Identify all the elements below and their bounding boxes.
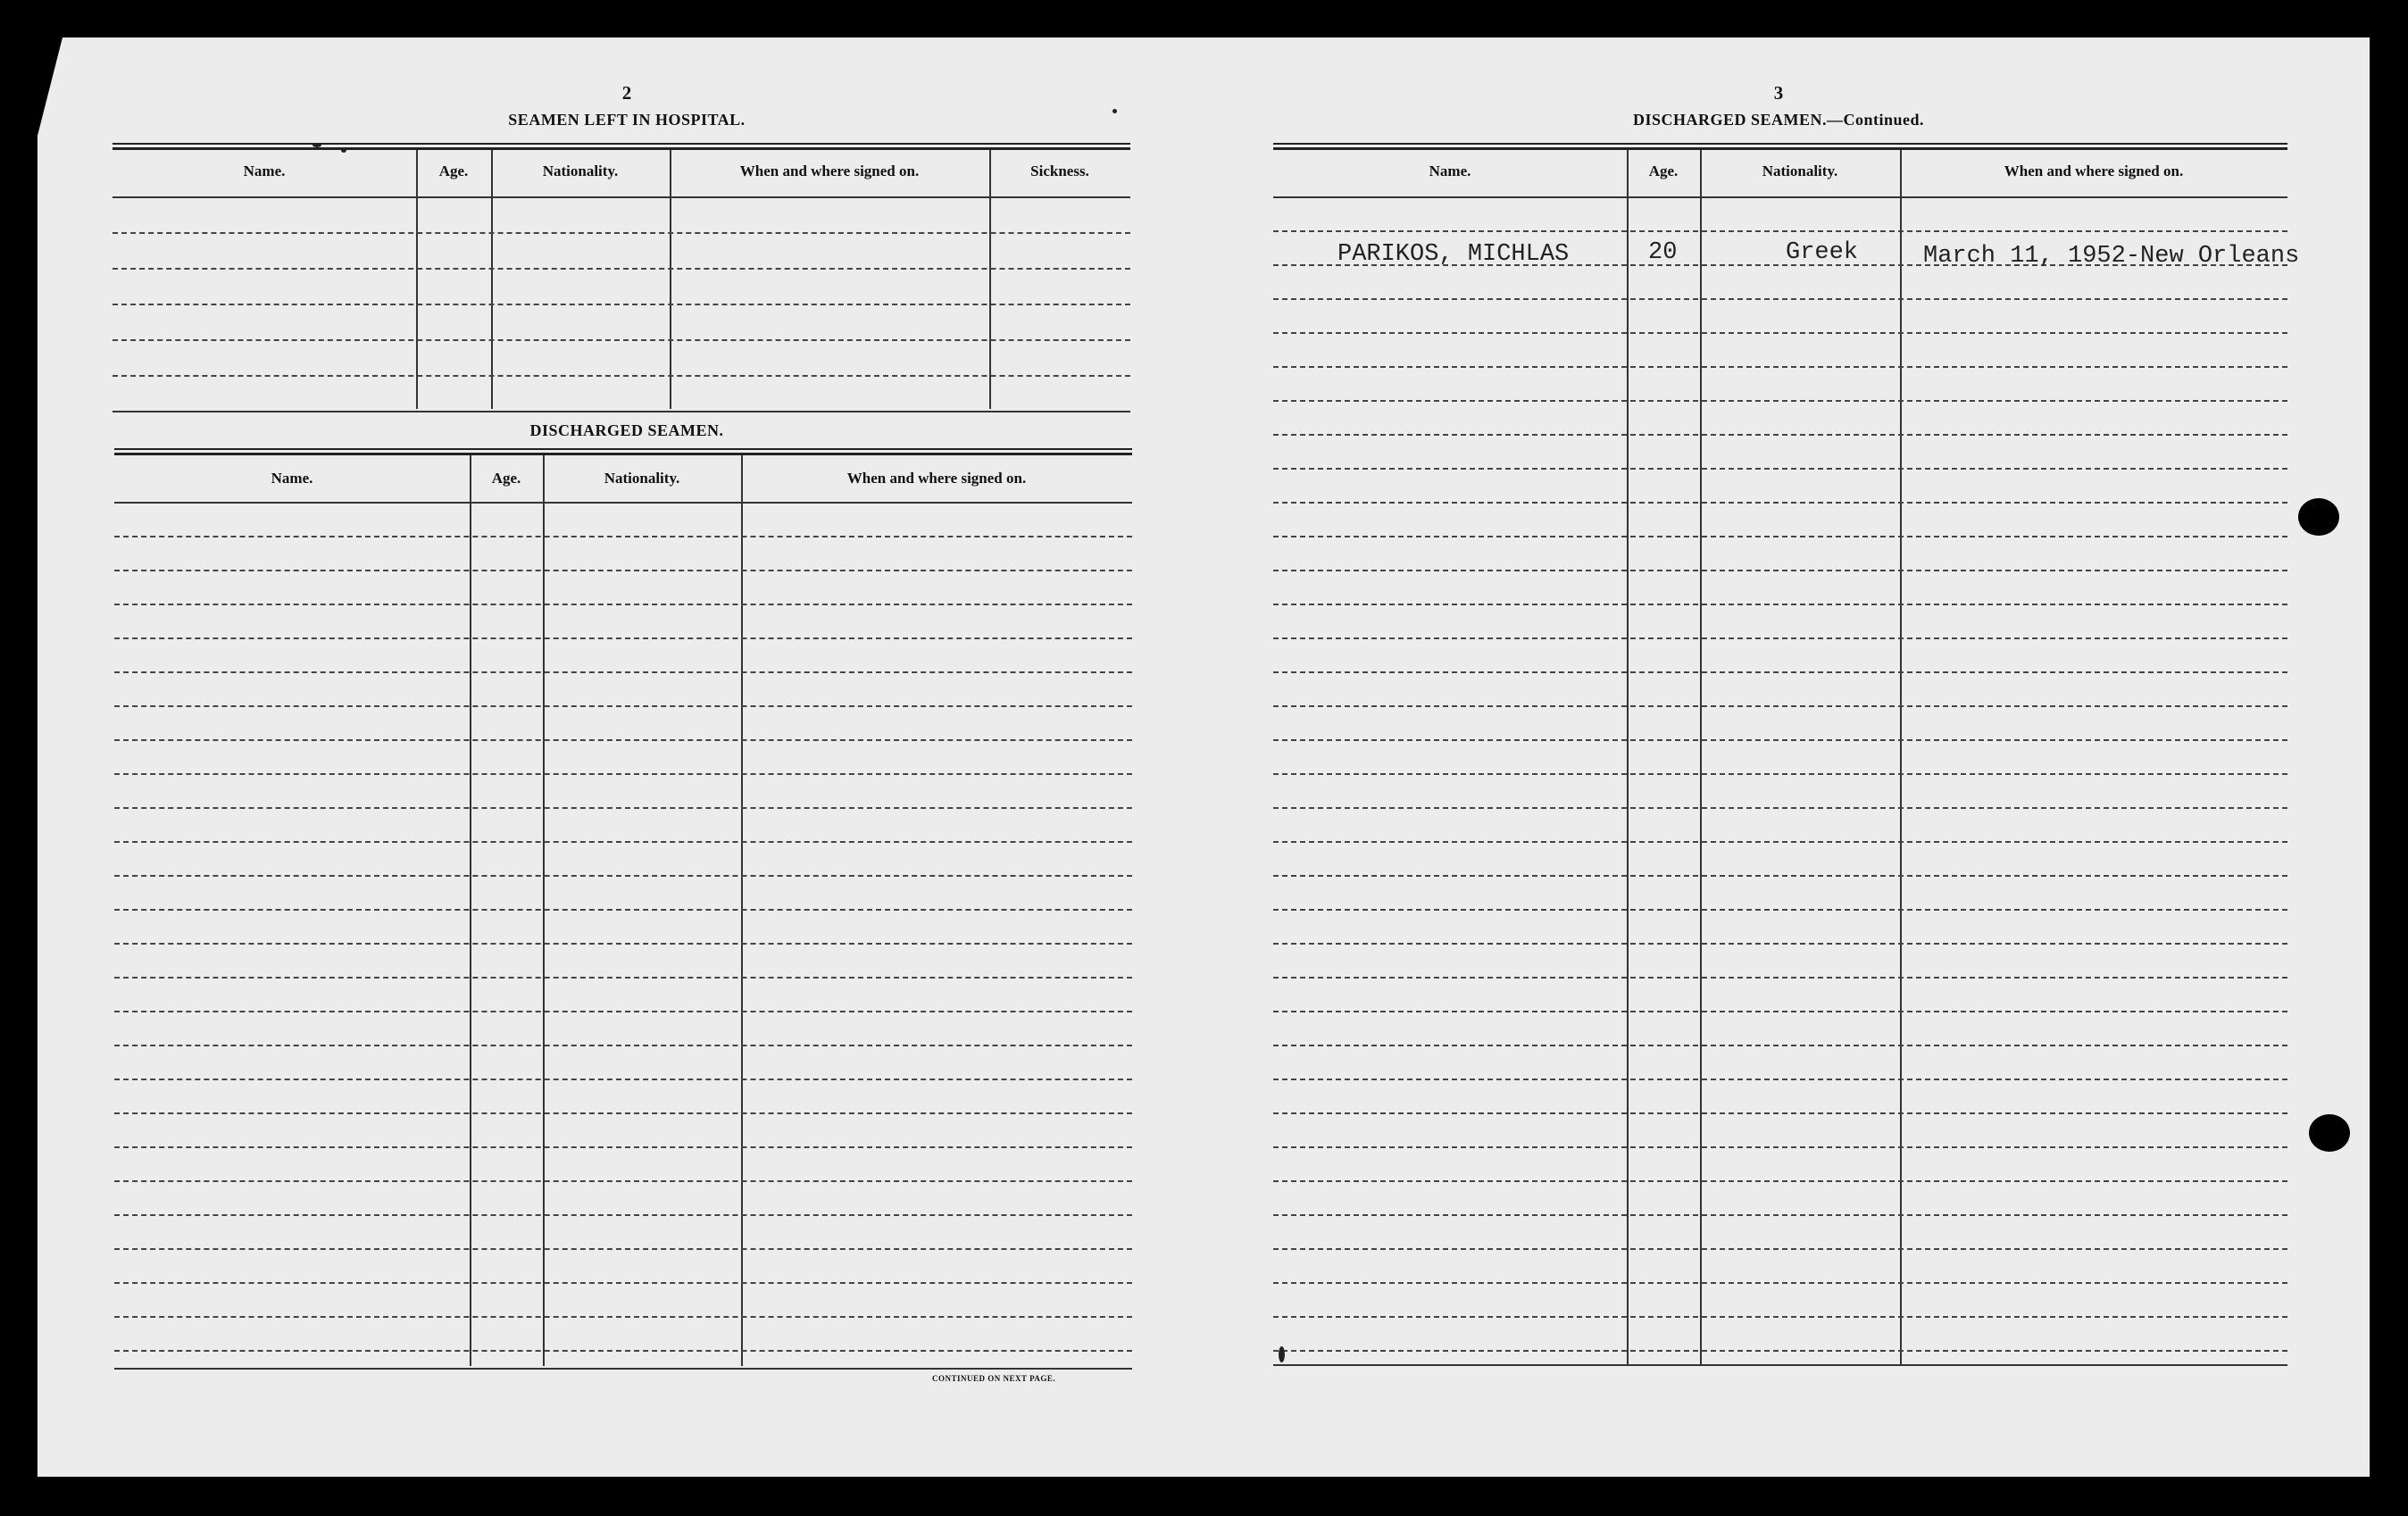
hospital-title: SEAMEN LEFT IN HOSPITAL. <box>508 111 746 129</box>
ruled-line <box>1273 536 2287 537</box>
discharged-header-nationality: Nationality. <box>604 470 680 487</box>
ruled-line <box>114 536 1132 537</box>
ruled-line <box>114 841 1132 843</box>
ruled-line <box>1273 1079 2287 1080</box>
ruled-line <box>1273 1011 2287 1012</box>
ink-speck <box>1279 1346 1285 1362</box>
ruled-line <box>114 1316 1132 1318</box>
ruled-line <box>1273 1282 2287 1284</box>
ruled-line <box>1273 977 2287 979</box>
ruled-line <box>114 909 1132 911</box>
right-header-signed-on: When and where signed on. <box>2004 162 2184 179</box>
right-page-number: 3 <box>1773 82 1784 104</box>
ink-speck <box>312 143 321 147</box>
ruled-line <box>1273 434 2287 436</box>
hospital-header-age: Age. <box>438 162 469 179</box>
left-page-number: 2 <box>621 82 632 104</box>
ruled-line <box>1273 875 2287 877</box>
discharged-header-name: Name. <box>271 470 313 487</box>
ruled-line <box>114 671 1132 673</box>
ruled-line <box>1273 705 2287 707</box>
ruled-line <box>114 1045 1132 1046</box>
ruled-line <box>114 1248 1132 1250</box>
entry-age: 20 <box>1648 239 1678 266</box>
ruled-line <box>114 807 1132 809</box>
ruled-line <box>114 773 1132 775</box>
ruled-line <box>114 604 1132 605</box>
hospital-rows <box>112 196 1130 411</box>
ruled-line <box>1273 943 2287 945</box>
ruled-line <box>114 570 1132 571</box>
ruled-line <box>1273 909 2287 911</box>
ruled-line <box>114 1079 1132 1080</box>
discharged-header-age: Age. <box>491 470 521 487</box>
ruled-line <box>112 268 1130 270</box>
right-header-nationality: Nationality. <box>1762 162 1838 179</box>
hospital-header-name: Name. <box>243 162 286 179</box>
ruled-line <box>114 1282 1132 1284</box>
ruled-line <box>1273 570 2287 571</box>
ruled-line <box>114 1180 1132 1182</box>
ruled-line <box>112 304 1130 305</box>
ruled-line <box>114 637 1132 639</box>
ruled-line <box>1273 400 2287 402</box>
ruled-line <box>112 232 1130 234</box>
discharged-header-signed-on: When and where signed on. <box>846 470 1027 487</box>
ruled-line <box>1273 1316 2287 1318</box>
ruled-line <box>1273 773 2287 775</box>
ruled-line <box>1273 332 2287 334</box>
ruled-line <box>114 1011 1132 1012</box>
hospital-header-signed-on: When and where signed on. <box>739 162 920 179</box>
ruled-line <box>1273 604 2287 605</box>
ruled-line <box>1273 671 2287 673</box>
discharged-title: DISCHARGED SEAMEN. <box>529 421 724 439</box>
ruled-line <box>1273 1214 2287 1216</box>
ruled-line <box>1273 1350 2287 1352</box>
hospital-header-nationality: Nationality. <box>542 162 619 179</box>
ruled-line <box>114 875 1132 877</box>
ruled-line <box>112 339 1130 341</box>
folded-corner <box>37 37 62 136</box>
punch-hole-top <box>2298 498 2339 536</box>
entry-signed-on: March 11, 1952-New Orleans <box>1923 243 2300 270</box>
hospital-table <box>112 143 1130 451</box>
entry-nationality: Greek <box>1786 239 1859 266</box>
ruled-line <box>1273 637 2287 639</box>
right-title: DISCHARGED SEAMEN.—Continued. <box>1632 111 1925 129</box>
ruled-line <box>1273 366 2287 368</box>
ruled-line <box>114 705 1132 707</box>
ruled-line <box>114 1350 1132 1352</box>
ruled-line <box>1273 807 2287 809</box>
entry-name: PARIKOS, MICHLAS <box>1337 241 1570 268</box>
ruled-line <box>114 1146 1132 1148</box>
ruled-line <box>112 375 1130 377</box>
ruled-line <box>1273 841 2287 843</box>
discharged-rows-left <box>114 502 1132 1359</box>
ruled-line <box>1273 1112 2287 1114</box>
hospital-header-sickness: Sickness. <box>1030 162 1089 179</box>
right-header-age: Age. <box>1648 162 1679 179</box>
discharged-table-left <box>114 448 1132 1412</box>
ruled-line <box>114 943 1132 945</box>
ruled-line <box>1273 230 2287 232</box>
discharged-table-right <box>1273 143 2300 1411</box>
ruled-line <box>1273 1146 2287 1148</box>
ruled-line <box>114 1112 1132 1114</box>
ruled-line <box>1273 468 2287 470</box>
ink-speck <box>1112 109 1117 113</box>
ruled-line <box>1273 1045 2287 1046</box>
ruled-line <box>114 739 1132 741</box>
ruled-line <box>1273 1180 2287 1182</box>
ink-speck <box>341 147 346 153</box>
ruled-line <box>1273 298 2287 300</box>
ruled-line <box>1273 739 2287 741</box>
continued-footer: CONTINUED ON NEXT PAGE. <box>932 1374 1056 1383</box>
discharged-rows-right <box>1273 196 2287 1357</box>
document-sheet <box>37 37 2370 1477</box>
ruled-line <box>1273 502 2287 504</box>
ruled-line <box>114 1214 1132 1216</box>
ruled-line <box>1273 1248 2287 1250</box>
right-header-name: Name. <box>1429 162 1471 179</box>
punch-hole-bottom <box>2309 1114 2350 1152</box>
ruled-line <box>114 977 1132 979</box>
